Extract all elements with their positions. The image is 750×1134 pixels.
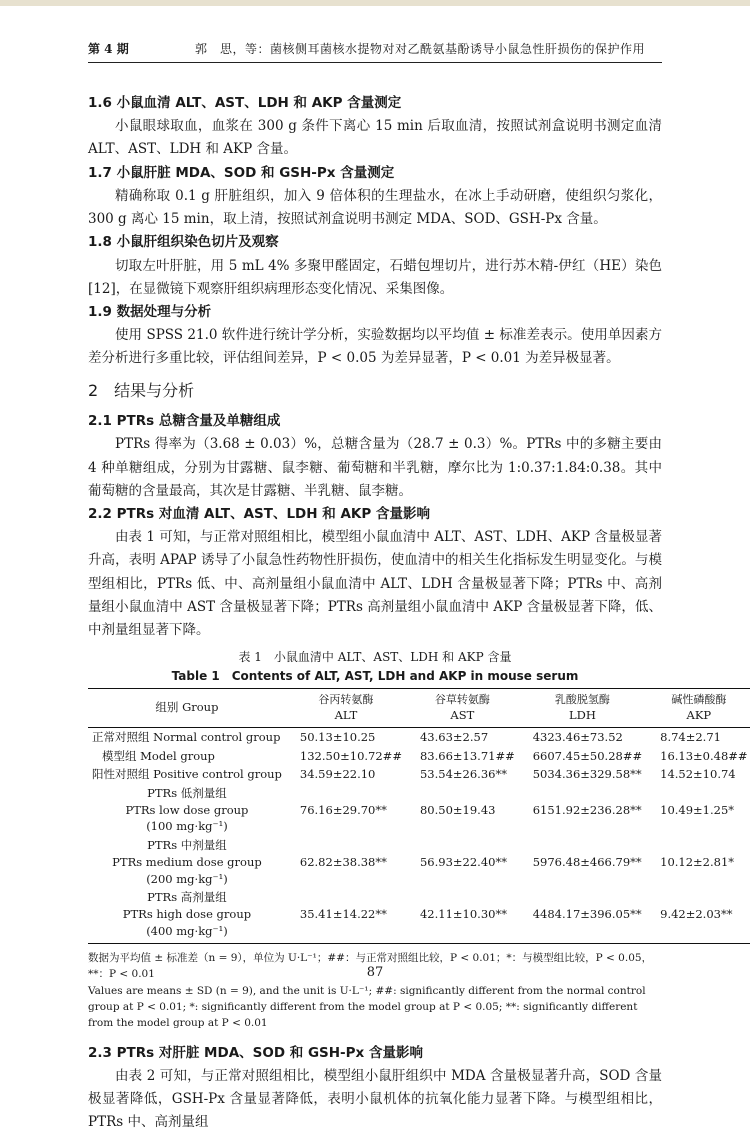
section-2-1-text: PTRs 得率为（3.68 ± 0.03）%，总糖含量为（28.7 ± 0.3）%。PTRs 中的多糖主要由 4 种单糖组成，分别为甘露糖、鼠李糖、葡萄糖和半乳糖，摩尔比为 1:0.37:1.84:0.38。其中葡萄糖的含量最高，其次是甘露糖、半乳糖、鼠李糖。 bbox=[88, 436, 662, 499]
section-1-8-title: 1.8 小鼠肝组织染色切片及观察 bbox=[88, 234, 279, 251]
table-header-row bbox=[88, 688, 750, 728]
page-number: 87 bbox=[366, 965, 384, 980]
group-dose: (200 mg·kg⁻¹) bbox=[146, 871, 228, 886]
ldh-header-en: LDH bbox=[568, 708, 596, 723]
ast-header-cn: 谷草转氨酶 bbox=[434, 692, 490, 706]
issue-number: 第 4 期 bbox=[88, 42, 129, 57]
section-1-7-text: 精确称取 0.1 g 肝脏组织，加入 9 倍体积的生理盐水，在冰上手动研磨，使组织匀浆化，300 g 离心 15 min，取上清，按照试剂盒说明书测定 MDA、SOD、GSH-Px 含量。 bbox=[88, 187, 662, 228]
section-2-3-text: 由表 2 可知，与正常对照组相比，模型组小鼠肝组织中 MDA 含量极显著升高，SOD 含量极显著降低，GSH-Px 含量显著降低，表明小鼠机体的抗氧化能力显著下降。与模型组相比，PTRs 中、高剂量组 bbox=[88, 1067, 662, 1131]
group-cell bbox=[88, 784, 286, 836]
group-name-en: PTRs low dose group bbox=[125, 802, 249, 817]
section-1-6-text: 小鼠眼球取血，血浆在 300 g 条件下离心 15 min 后取血清，按照试剂盒说明书测定血清 ALT、AST、LDH 和 AKP 含量。 bbox=[88, 118, 662, 158]
akp-cell: 14.52±10.74 bbox=[660, 767, 736, 782]
ast-header-en: AST bbox=[450, 708, 475, 723]
section-1-9-title: 1.9 数据处理与分析 bbox=[88, 303, 212, 320]
group-dose: (400 mg·kg⁻¹) bbox=[146, 923, 228, 938]
section-2-2-text: 由表 1 可知，与正常对照组相比，模型组小鼠血清中 ALT、AST、LDH、AKP 含量极显著升高，表明 APAP 诱导了小鼠急性药物性肝损伤，使血清中的相关生化指标发生明显变化。与模型组相比，PTRs 低、中、高剂量组小鼠血清中 ALT、LDH 含量极显著下降；PTRs 中、高剂量组小鼠血清中 AST 含量极显著下降；PTRs 高剂量组小鼠血清中 AKP 含量极显著下降，低、中剂量组显著下降。 bbox=[88, 529, 662, 639]
running-title: 郭 思，等：菌核侧耳菌核水提物对对乙酰氨基酚诱导小鼠急性肝损伤的保护作用 bbox=[194, 42, 645, 57]
group-name-cn: PTRs 低剂量组 bbox=[147, 786, 227, 801]
akp-cell: 9.42±2.03** bbox=[646, 888, 750, 944]
akp-header-en: AKP bbox=[686, 708, 712, 723]
table-row bbox=[88, 888, 750, 944]
ast-cell: 42.11±10.30** bbox=[406, 888, 519, 944]
table-1-note-cn: 数据为平均值 ± 标准差（n = 9），单位为 U·L⁻¹；##：与正常对照组比较，P < 0.01；*：与模型组比较，P < 0.05，**：P < 0.01 bbox=[88, 952, 653, 981]
alt-cell: 34.59±22.10 bbox=[299, 767, 376, 782]
alt-header-en: ALT bbox=[334, 708, 358, 723]
group-name-en: PTRs high dose group bbox=[122, 906, 252, 921]
ast-cell: 80.50±19.43 bbox=[419, 802, 496, 817]
akp-cell: 10.12±2.81* bbox=[660, 854, 735, 869]
ldh-cell: 6151.92±236.28** bbox=[532, 802, 642, 817]
group-cell bbox=[88, 888, 286, 944]
akp-header-cn: 碱性磷酸酶 bbox=[671, 692, 727, 706]
section-1-6-title: 1.6 小鼠血清 ALT、AST、LDH 和 AKP 含量测定 bbox=[88, 95, 402, 111]
table-1-caption-en: Table 1 Contents of ALT, AST, LDH and AKP in mouse serum bbox=[171, 668, 579, 683]
alt-cell: 50.13±10.25 bbox=[299, 730, 376, 745]
ldh-cell: 6607.45±50.28## bbox=[532, 748, 643, 763]
group-cell: 正常对照组 Normal control group bbox=[92, 730, 281, 745]
group-dose: (100 mg·kg⁻¹) bbox=[146, 819, 228, 834]
ldh-column-header bbox=[519, 688, 646, 728]
table-row bbox=[88, 784, 750, 836]
section-2-3-title: 2.3 PTRs 对肝脏 MDA、SOD 和 GSH-Px 含量影响 bbox=[88, 1044, 423, 1061]
alt-cell: 62.82±38.38** bbox=[299, 854, 387, 869]
table-1-note-en: Values are means ± SD (n = 9), and the unit is U·L⁻¹; ##: significantly different from the normal control group at P < 0.01; *: significantly different from the model group at P < 0.05; **: significantly different from the model group at P < 0.01 bbox=[88, 984, 646, 1030]
group-cell: 阳性对照组 Positive control group bbox=[92, 767, 282, 782]
table-1-caption-cn: 表 1 小鼠血清中 ALT、AST、LDH 和 AKP 含量 bbox=[238, 650, 512, 665]
section-2-2-title: 2.2 PTRs 对血清 ALT、AST、LDH 和 AKP 含量影响 bbox=[88, 506, 430, 523]
group-column-header: 组别 Group bbox=[88, 688, 286, 728]
running-header bbox=[88, 38, 662, 63]
ast-column-header bbox=[406, 688, 519, 728]
alt-header-cn: 谷丙转氨酶 bbox=[318, 692, 374, 706]
section-2-1-title: 2.1 PTRs 总糖含量及单糖组成 bbox=[88, 413, 281, 430]
section-1-9-text: 使用 SPSS 21.0 软件进行统计学分析，实验数据均以平均值 ± 标准差表示。使用单因素方差分析进行多重比较，评估组间差异，P < 0.05 为差异显著，P < 0.01 为差异极显著。 bbox=[88, 327, 662, 367]
section-1-7-title: 1.7 小鼠肝脏 MDA、SOD 和 GSH-Px 含量测定 bbox=[88, 164, 395, 181]
table-1-caption bbox=[88, 648, 662, 685]
table-row bbox=[88, 728, 750, 747]
alt-cell: 35.41±14.22** bbox=[286, 888, 406, 944]
section-1-8-text: 切取左叶肝脏，用 5 mL 4% 多聚甲醛固定，石蜡包埋切片，进行苏木精-伊红（HE）染色[12]，在显微镜下观察肝组织病理形态变化情况、采集图像。 bbox=[88, 257, 662, 297]
ast-cell: 56.93±22.40** bbox=[419, 854, 507, 869]
alt-cell: 132.50±10.72## bbox=[299, 748, 402, 763]
ldh-cell: 5034.36±329.58** bbox=[532, 767, 642, 782]
top-border bbox=[0, 0, 750, 6]
table-1 bbox=[88, 688, 750, 945]
group-name-cn: PTRs 中剂量组 bbox=[147, 838, 227, 853]
ast-cell: 83.66±13.71## bbox=[419, 748, 515, 763]
ldh-cell: 4484.17±396.05** bbox=[519, 888, 646, 944]
ldh-header-cn: 乳酸脱氢酶 bbox=[554, 692, 610, 706]
group-name-cn: PTRs 高剂量组 bbox=[147, 890, 227, 905]
akp-cell: 16.13±0.48## bbox=[660, 748, 748, 763]
ldh-cell: 5976.48±466.79** bbox=[532, 854, 642, 869]
group-cell: 模型组 Model group bbox=[102, 748, 215, 763]
group-cell bbox=[88, 836, 286, 888]
section-2-title: 2 结果与分析 bbox=[88, 380, 195, 400]
alt-column-header bbox=[286, 688, 406, 728]
table-row bbox=[88, 765, 750, 784]
ast-cell: 43.63±2.57 bbox=[419, 730, 489, 745]
table-row bbox=[88, 836, 750, 888]
alt-cell: 76.16±29.70** bbox=[299, 802, 387, 817]
akp-column-header bbox=[646, 688, 750, 728]
table-row bbox=[88, 747, 750, 766]
group-name-en: PTRs medium dose group bbox=[112, 854, 262, 869]
ldh-cell: 4323.46±73.52 bbox=[532, 730, 623, 745]
akp-cell: 8.74±2.71 bbox=[660, 730, 721, 745]
ast-cell: 53.54±26.36** bbox=[419, 767, 507, 782]
akp-cell: 10.49±1.25* bbox=[660, 802, 735, 817]
